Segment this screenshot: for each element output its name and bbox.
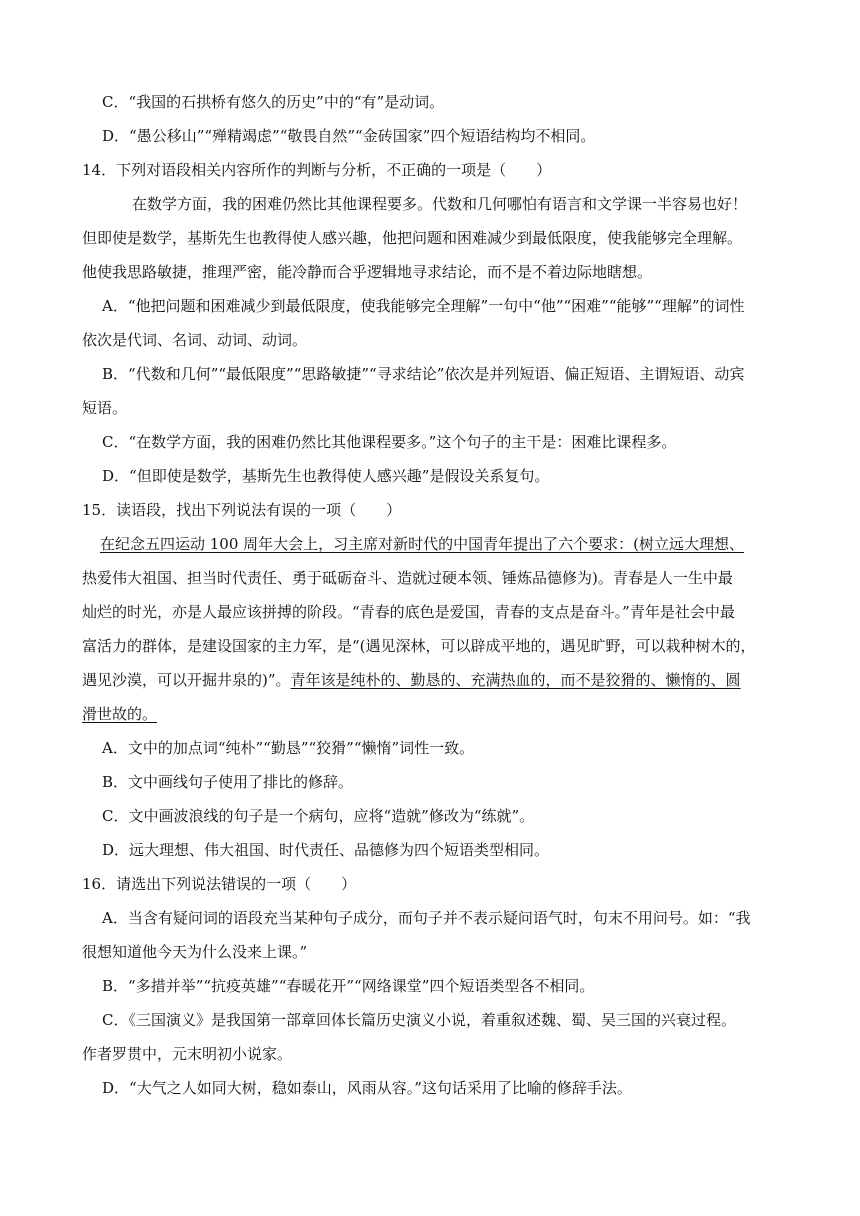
q15-option-b: B．文中画线句子使用了排比的修辞。 xyxy=(102,773,354,791)
q15-option-d: D．远大理想、伟大祖国、时代责任、品德修为四个短语类型相同。 xyxy=(102,841,550,859)
q14-option-b-line-2: 短语。 xyxy=(82,399,128,417)
q15-passage-line-5-underlined: 青年该是纯朴的、勤恳的、充满热血的，而不是狡猾的、懒惰的、圆 xyxy=(290,671,741,689)
q15-passage-line-1-text: 在纪念五四运动 100 周年大会上，习主席对新时代的中国青年提出了六个要求：(树立远大理想、 xyxy=(100,535,745,553)
q15-passage-line-4: 富活力的群体，是建设国家的主力军，是“(遇见深林，可以辟成平地的，遇见旷野，可以栽种树木的， xyxy=(82,637,756,655)
q16-option-c-line-2: 作者罗贯中，元末明初小说家。 xyxy=(82,1045,293,1063)
q14-passage-line-3: 他使我思路敏捷，推理严密，能冷静而合乎逻辑地寻求结论，而不是不着边际地瞎想。 xyxy=(82,263,653,281)
q15-passage-line-2: 热爱伟大祖国、担当时代责任、勇于砥砺奋斗、造就过硬本领、锤炼品德修为)。青春是人一生中最 xyxy=(82,569,733,587)
q15-passage-line-5 xyxy=(82,670,782,690)
q15-passage-line-3: 灿烂的时光，亦是人最应该拼搏的阶段。“青春的底色是爱国，青春的支点是奋斗。”青年是社会中最 xyxy=(82,603,735,621)
q14-passage-line-1: 在数学方面，我的困难仍然比其他课程要多。代数和几何哪怕有语言和文学课一半容易也好！ xyxy=(132,195,748,213)
q14-option-a-line-2: 依次是代词、名词、动词、动词。 xyxy=(82,331,308,349)
q14-option-a-line-1: A．“他把问题和困难减少到最低限度，使我能够完全理解”一句中“他”“困难”“能够”“理解”的词性 xyxy=(102,297,745,315)
q14-passage-line-2: 但即使是数学，基斯先生也教得使人感兴趣，他把问题和困难减少到最低限度，使我能够完全理解。 xyxy=(82,229,743,247)
q13-option-c: C．“我国的石拱桥有悠久的历史”中的“有”是动词。 xyxy=(102,93,445,111)
q15-passage-line-5-a: 遇见沙漠，可以开掘井泉的)”。 xyxy=(82,671,291,689)
q14-option-c: C．“在数学方面，我的困难仍然比其他课程要多。”这个句子的主干是：困难比课程多。 xyxy=(102,433,677,451)
q15-passage-line-1 xyxy=(100,534,800,554)
q16-option-a-line-2: 很想知道他今天为什么没来上课。” xyxy=(82,943,308,961)
q16-option-c-line-1: C．《三国演义》是我国第一部章回体长篇历史演义小说，着重叙述魏、蜀、吴三国的兴衰过程。 xyxy=(102,1011,736,1029)
q13-option-d: D．“愚公移山”“殚精竭虑”“敬畏自然”“金砖国家”四个短语结构均不相同。 xyxy=(102,127,596,145)
q16-stem: 16．请选出下列说法错误的一项（ ） xyxy=(82,875,357,893)
q16-option-d: D．“大气之人如同大树，稳如泰山，风雨从容。”这句话采用了比喻的修辞手法。 xyxy=(102,1079,632,1097)
q15-stem: 15．读语段，找出下列说法有误的一项（ ） xyxy=(82,501,402,519)
q15-passage-line-6-text: 滑世故的。 xyxy=(82,705,158,723)
q16-option-a-line-1: A．当含有疑问词的语段充当某种句子成分，而句子并不表示疑问语气时，句末不用问号。如：“我 xyxy=(102,909,751,927)
q14-option-d: D．“但即使是数学，基斯先生也教得使人感兴趣”是假设关系复句。 xyxy=(102,467,550,485)
q16-option-b: B．“多措并举”“抗疫英雄”“春暖花开”“网络课堂”四个短语类型各不相同。 xyxy=(102,977,595,995)
q15-option-a: A．文中的加点词“纯朴”“勤恳”“狡猾”“懒惰”词性一致。 xyxy=(102,739,475,757)
q15-option-c: C．文中画波浪线的句子是一个病句，应将“造就”修改为“练就”。 xyxy=(102,807,535,825)
q14-option-b-line-1: B．“代数和几何”“最低限度”“思路敏捷”“寻求结论”依次是并列短语、偏正短语、主谓短语、动宾 xyxy=(102,365,745,383)
q15-passage-line-6 xyxy=(82,704,782,724)
q14-stem: 14．下列对语段相关内容所作的判断与分析，不正确的一项是（ ） xyxy=(82,161,552,179)
